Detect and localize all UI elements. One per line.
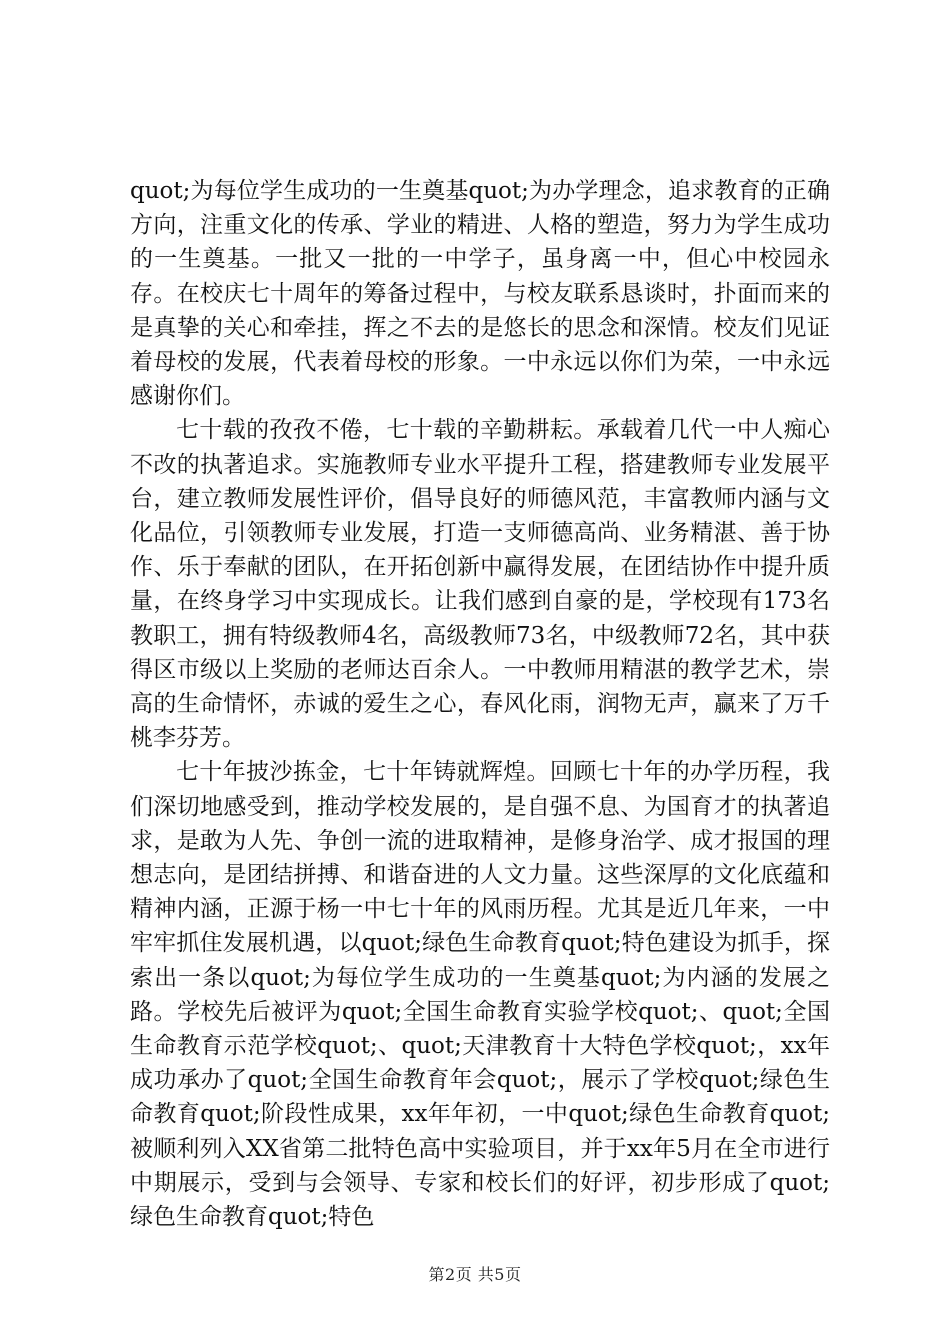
paragraph-1: quot;为每位学生成功的一生奠基quot;为办学理念，追求教育的正确方向，注重文化的传承、学业的精进、人格的塑造，努力为学生成功的一生奠基。一批又一批的一中学子，虽身离一中，但心中校园永存。在校庆七十周年的筹备过程中，与校友联系恳谈时，扑面而来的是真挚的关心和牵挂，挥之不去的是悠长的思念和深情。校友们见证着母校的发展，代表着母校的形象。一中永远以你们为荣，一中永远感谢你们。 bbox=[130, 178, 830, 410]
paragraph-2: 七十载的孜孜不倦，七十载的辛勤耕耘。承载着几代一中人痴心不改的执著追求。实施教师专业水平提升工程，搭建教师专业发展平台，建立教师发展性评价，倡导良好的师德风范，丰富教师内涵与文化品位，引领教师专业发展，打造一支师德高尚、业务精湛、善于协作、乐于奉献的团队，在开拓创新中赢得发展，在团结协作中提升质量，在终身学习中实现成长。让我们感到自豪的是，学校现有173名教职工，拥有特级教师4名，高级教师73名，中级教师72名，其中获得区市级以上奖励的老师达百余人。一中教师用精湛的教学艺术，崇高的生命情怀，赤诚的爱生之心，春风化雨，润物无声，赢来了万千桃李芬芳。 bbox=[130, 417, 830, 752]
paragraph-3: 七十年披沙拣金，七十年铸就辉煌。回顾七十年的办学历程，我们深切地感受到，推动学校发展的，是自强不息、为国育才的执著追求，是敢为人先、争创一流的进取精神，是修身治学、成才报国的理想志向，是团结拼搏、和谐奋进的人文力量。这些深厚的文化底蕴和精神内涵，正源于杨一中七十年的风雨历程。尤其是近几年来，一中牢牢抓住发展机遇，以quot;绿色生命教育quot;特色建设为抓手，探索出一条以quot;为每位学生成功的一生奠基quot;为内涵的发展之路。学校先后被评为quot;全国生命教育实验学校quot;、quot;全国生命教育示范学校quot;、quot;天津教育十大特色学校quot;，xx年成功承办了quot;全国生命教育年会quot;，展示了学校quot;绿色生命教育quot;阶段性成果，xx年年初，一中quot;绿色生命教育quot;被顺利列入XX省第二批特色高中实验项目，并于xx年5月在全市进行中期展示，受到与会领导、专家和校长们的好评，初步形成了quot;绿色生命教育quot;特色 bbox=[130, 759, 830, 1231]
document-body bbox=[130, 174, 830, 1234]
page-footer: 第2页 共5页 bbox=[428, 1265, 522, 1284]
